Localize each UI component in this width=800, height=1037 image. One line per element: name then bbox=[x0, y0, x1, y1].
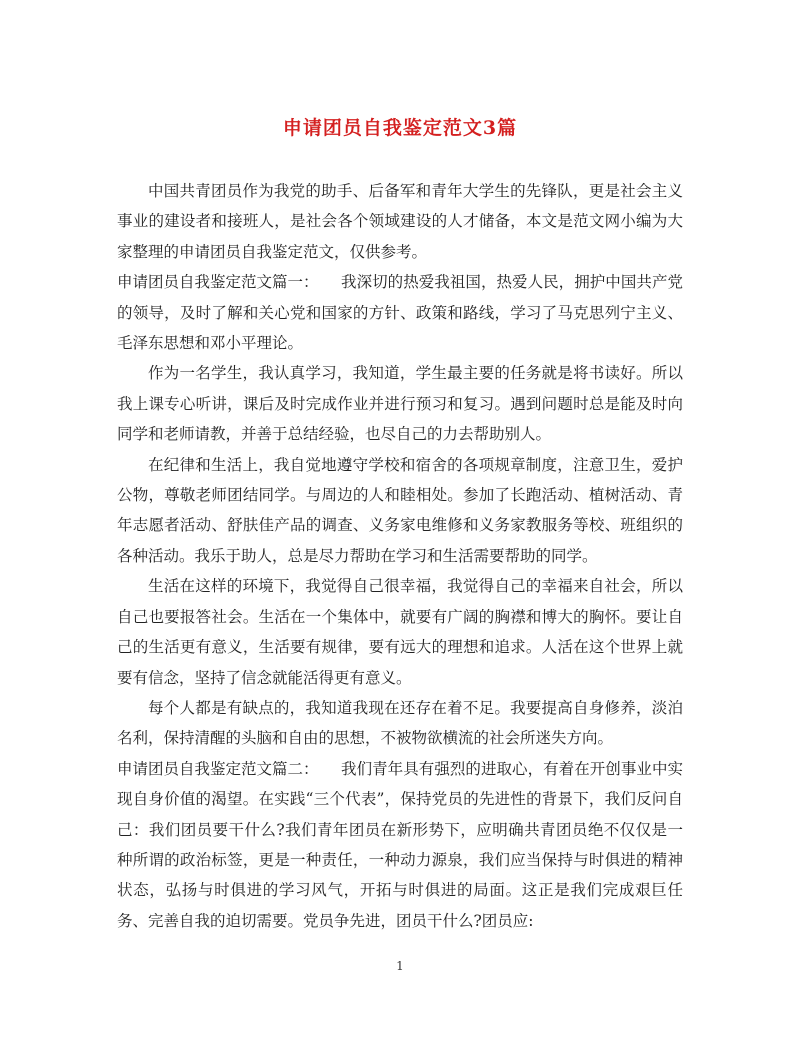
body-paragraph: 作为一名学生，我认真学习，我知道，学生最主要的任务就是将书读好。所以我上课专心听讲，课后及时完成作业并进行预习和复习。遇到问题时总是能及时向同学和老师请教，并善于总结经验，也尽自己的力去帮助别人。 bbox=[117, 364, 683, 444]
section-2-lead: 我们青年具有强烈的进取心，有着在开创事业中实现自身价值的渴望。在实践“三个代表”，保持党员的先进性的背景下，我们反问自己：我们团员要干什么?我们青年团员在新形势下，应明确共青团员绝不仅仅是一种所谓的政治标签，更是一种责任，一种动力源泉，我们应当保持与时俱进的精神状态，弘扬与时俱进的学习风气，开拓与时俱进的局面。这正是我们完成艰巨任务、完善自我的迫切需要。党员争先进，团员干什么?团员应: bbox=[117, 759, 683, 930]
body-paragraph: 生活在这样的环境下，我觉得自己很幸福，我觉得自己的幸福来自社会，所以自己也要报答社会。生活在一个集体中，就要有广阔的胸襟和博大的胸怀。要让自己的生活更有意义，生活要有规律，要有远大的理想和追求。人活在这个世界上就要有信念，坚持了信念就能活得更有意义。 bbox=[117, 577, 683, 687]
body-paragraph: 在纪律和生活上，我自觉地遵守学校和宿舍的各项规章制度，注意卫生，爱护公物，尊敬老师团结同学。与周边的人和睦相处。参加了长跑活动、植树活动、青年志愿者活动、舒肤佳产品的调查、义务家电维修和义务家教服务等校、班组织的各种活动。我乐于助人，总是尽力帮助在学习和生活需要帮助的同学。 bbox=[117, 455, 683, 565]
body-paragraph: 每个人都是有缺点的，我知道我现在还存在着不足。我要提高自身修养，淡泊名利，保持清醒的头脑和自由的思想，不被物欲横流的社会所迷失方向。 bbox=[117, 698, 683, 748]
section-2-heading: 申请团员自我鉴定范文篇二： bbox=[117, 759, 319, 778]
page-number: 1 bbox=[396, 959, 404, 973]
section-2-paragraph bbox=[117, 754, 683, 936]
document-body bbox=[117, 176, 683, 936]
section-1-heading: 申请团员自我鉴定范文篇一： bbox=[117, 273, 319, 292]
section-1-lead: 我深切的热爱我祖国，热爱人民，拥护中国共产党的领导，及时了解和关心党和国家的方针、政策和路线，学习了马克思列宁主义、毛泽东思想和邓小平理论。 bbox=[117, 273, 683, 353]
document-title: 申请团员自我鉴定范文3篇 bbox=[282, 117, 518, 139]
section-1-paragraph bbox=[117, 267, 683, 358]
intro-paragraph: 中国共青团员作为我党的助手、后备军和青年大学生的先锋队，更是社会主义事业的建设者和接班人，是社会各个领域建设的人才储备，本文是范文网小编为大家整理的申请团员自我鉴定范文，仅供参考。 bbox=[117, 182, 683, 261]
